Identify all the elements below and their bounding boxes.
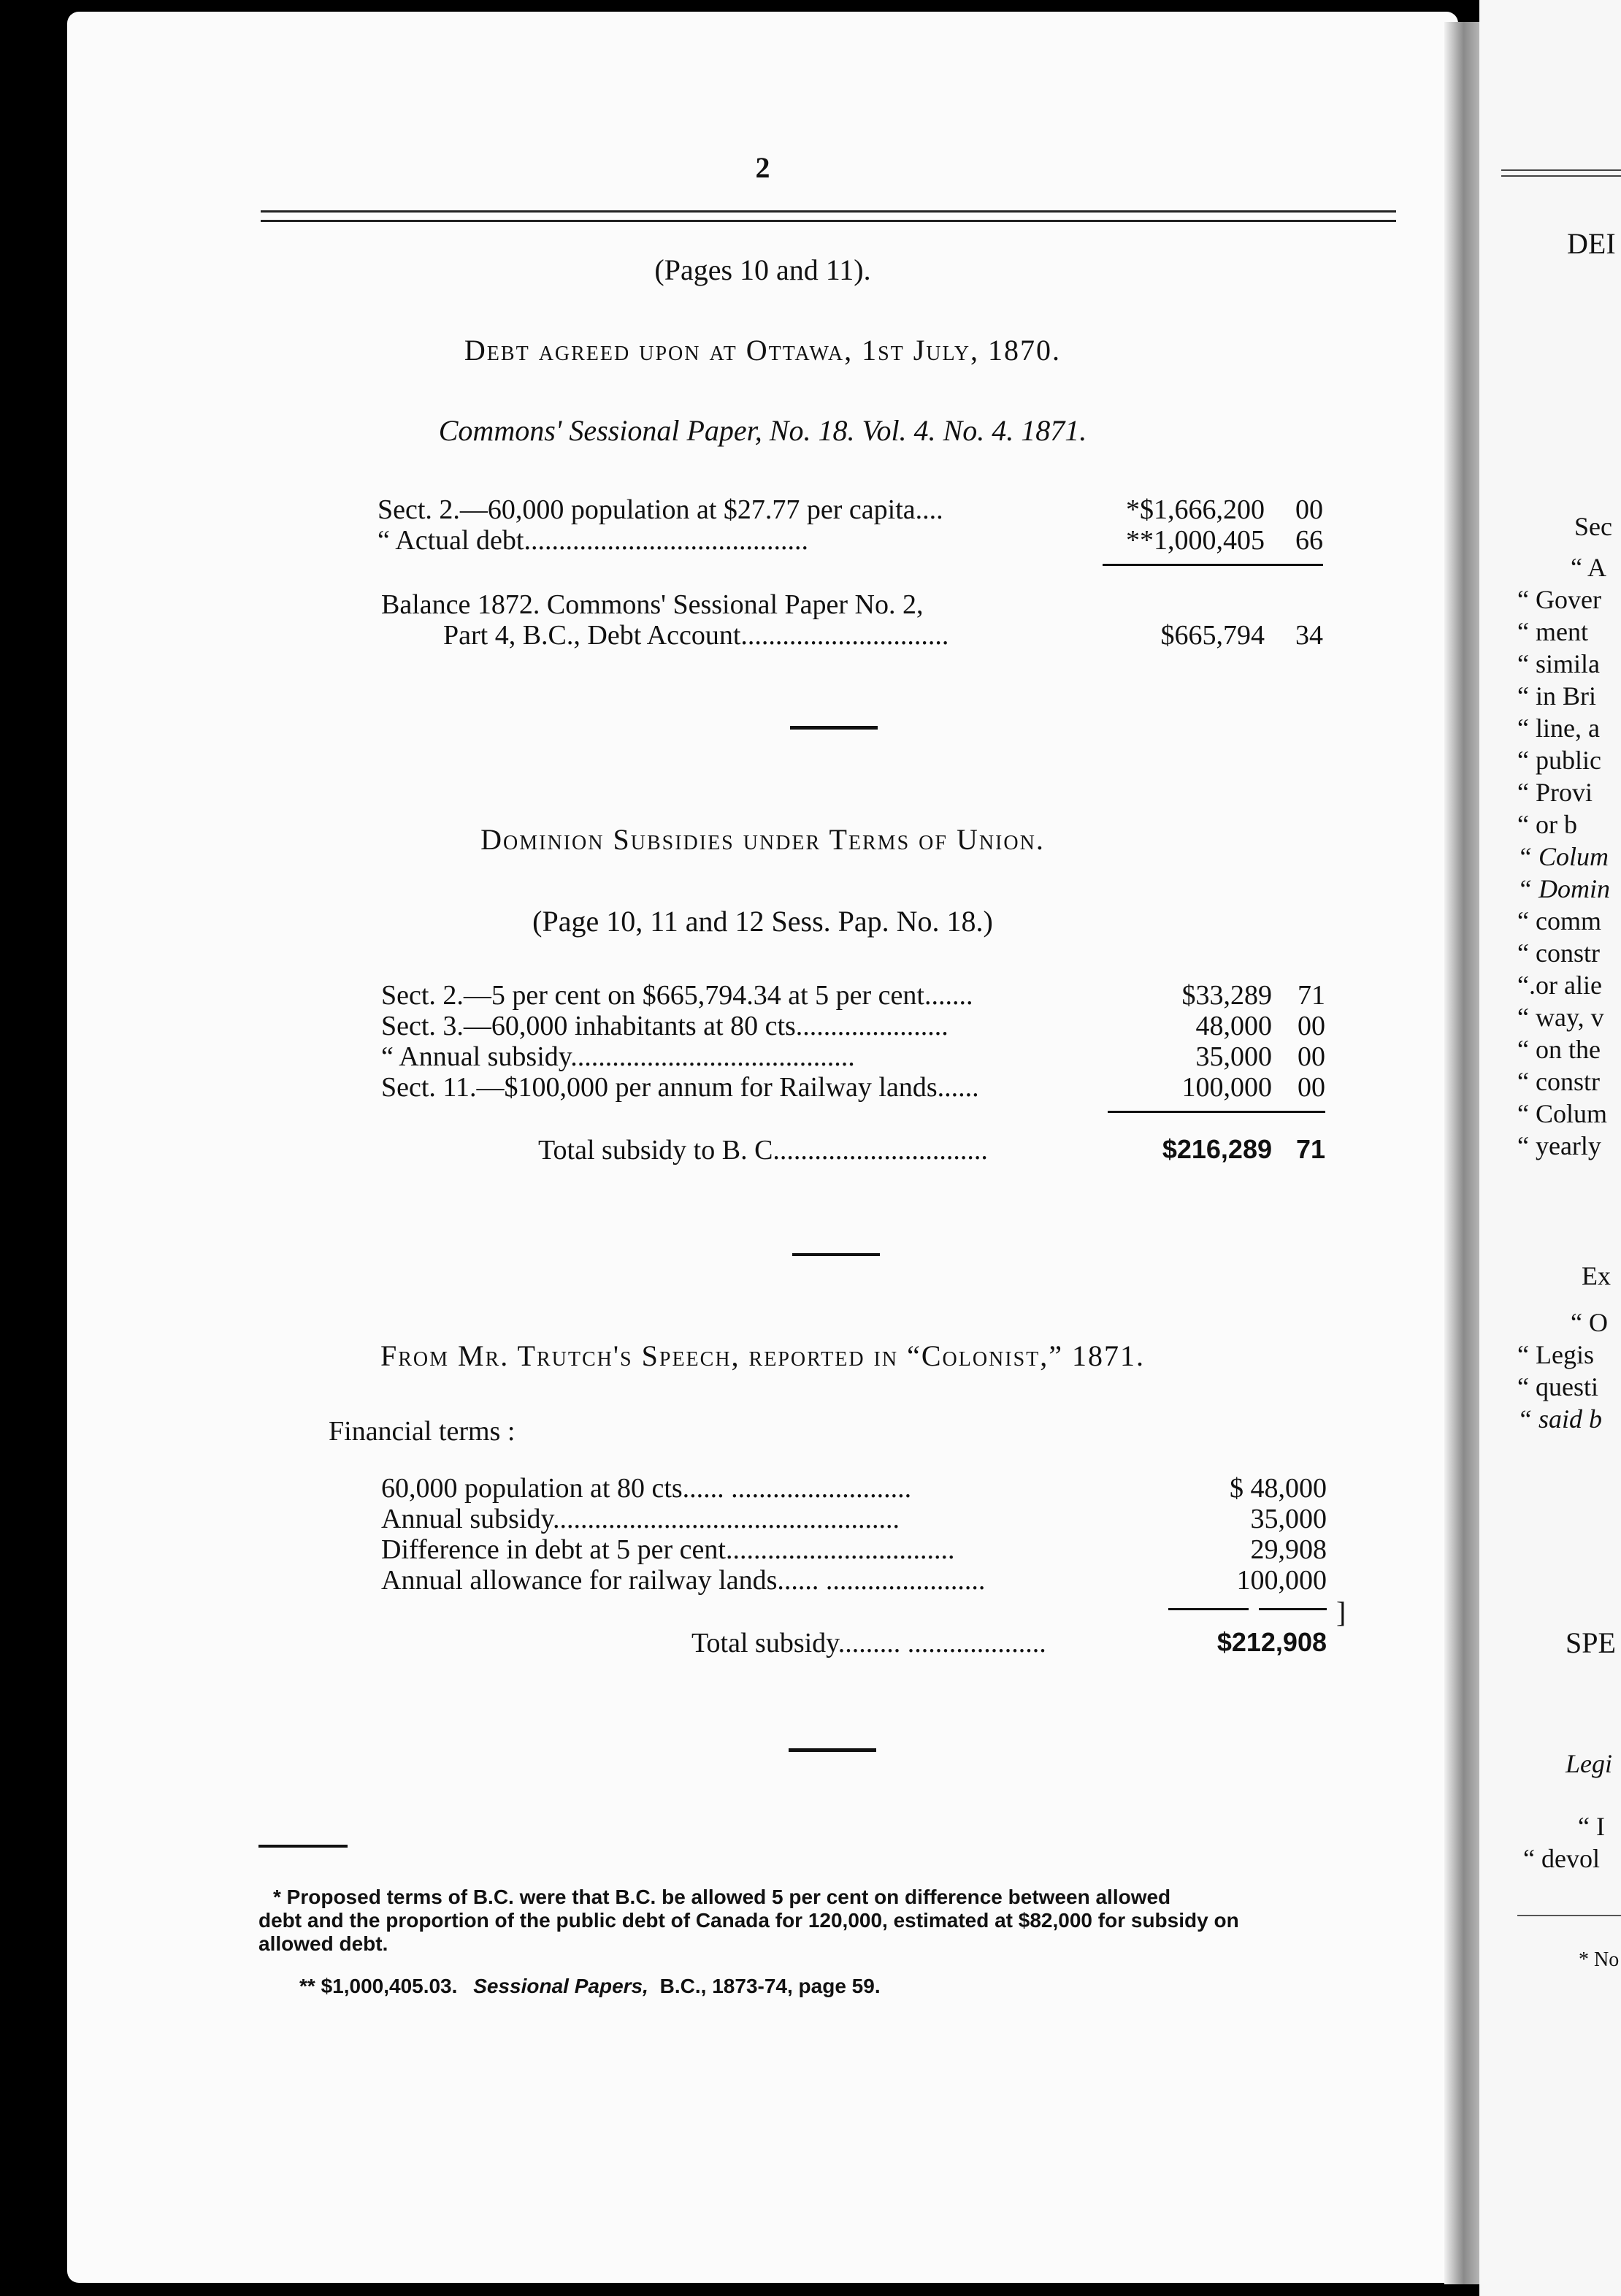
section3-total-amount: $212,908	[1216, 1627, 1327, 1657]
section1-balance-line1: Balance 1872. Commons' Sessional Paper No. 2,	[381, 589, 924, 620]
facing-footnote-rule	[1517, 1915, 1621, 1916]
section3-row-4-label: Annual allowance for railway lands...... .......................	[381, 1565, 986, 1596]
section3-row-1-label: 60,000 population at 80 cts...... ..........................	[381, 1473, 912, 1504]
facing-line-7: “ public	[1517, 746, 1601, 775]
facing-line-13: “ constr	[1517, 938, 1600, 968]
facing-line-3: “ ment	[1517, 617, 1588, 646]
section3-row-1-amount: $ 48,000	[1230, 1473, 1327, 1504]
book-gutter	[1444, 22, 1479, 2284]
bracket-mark: ]	[1336, 1596, 1346, 1629]
section1-title: Debt agreed upon at Ottawa, 1st July, 1870.	[464, 334, 1062, 367]
facing-line-1: “ A	[1571, 553, 1606, 582]
section2-total-label: Total subsidy to B. C...............................	[538, 1135, 988, 1166]
section2-row-2-cents: 00	[1298, 1011, 1325, 1041]
facing-heading: DEI	[1567, 227, 1616, 260]
section1-row-1-label: Sect. 2.—60,000 population at $27.77 per capita....	[378, 494, 943, 525]
facing-spe: SPE	[1566, 1626, 1616, 1659]
section3-row-3-label: Difference in debt at 5 per cent.................................	[381, 1534, 955, 1565]
section2-title: Dominion Subsidies under Terms of Union.	[480, 823, 1045, 856]
section2-row-1-label: Sect. 2.—5 per cent on $665,794.34 at 5 per cent.......	[381, 980, 973, 1011]
section1-row-2-amount: **1,000,405	[1126, 525, 1265, 556]
facing-line3-2: “ devol	[1523, 1844, 1600, 1873]
section3-sum-rule-left	[1168, 1608, 1249, 1610]
facing-line3-1: “ I	[1578, 1812, 1605, 1841]
section2-row-4-amount: 100,000	[1181, 1072, 1272, 1103]
footnote-1-line-1: * Proposed terms of B.C. were that B.C. be allowed 5 per cent on difference between allowed	[273, 1886, 1171, 1908]
facing-line-16: “ on the	[1517, 1035, 1601, 1064]
section3-total-label: Total subsidy......... ....................	[691, 1628, 1046, 1658]
facing-legi: Legi	[1566, 1749, 1613, 1778]
section2-row-4-label: Sect. 11.—$100,000 per annum for Railway lands......	[381, 1072, 979, 1103]
facing-line-5: “ in Bri	[1517, 681, 1596, 711]
section1-row-1-amount: *$1,666,200	[1126, 494, 1265, 525]
footnote-2-amount: ** $1,000,405.03.	[299, 1975, 458, 1997]
facing-line-4: “ simila	[1517, 649, 1600, 678]
section1-pages: (Pages 10 and 11).	[654, 253, 871, 286]
section2-row-2-label: Sect. 3.—60,000 inhabitants at 80 cts......................	[381, 1011, 949, 1041]
section3-row-3-amount: 29,908	[1250, 1534, 1327, 1565]
section3-intro: Financial terms :	[329, 1416, 516, 1447]
facing-ex: Ex	[1582, 1261, 1611, 1290]
section-divider-1	[790, 726, 878, 730]
page-number: 2	[755, 151, 770, 184]
section3-sum-rule-right	[1259, 1608, 1327, 1610]
section2-row-2-amount: 48,000	[1195, 1011, 1272, 1041]
footnote-1-line-2: debt and the proportion of the public debt of Canada for 120,000, estimated at $82,000 for subsidy on	[258, 1909, 1239, 1932]
section2-total-amount: $216,289	[1162, 1134, 1272, 1164]
document-page	[67, 12, 1458, 2283]
section3-row-4-amount: 100,000	[1236, 1565, 1327, 1596]
section-divider-3	[789, 1748, 876, 1752]
section1-sum-rule	[1103, 564, 1323, 566]
facing-page	[1479, 0, 1621, 2296]
facing-line-12: “ comm	[1517, 906, 1601, 935]
section2-row-4-cents: 00	[1298, 1072, 1325, 1103]
facing-line-8: “ Provi	[1517, 778, 1593, 807]
facing-line-15: “ way, v	[1517, 1003, 1604, 1032]
footnote-2-source: Sessional Papers,	[473, 1975, 648, 1997]
section1-row-2-label: “ Actual debt.........................................	[378, 525, 808, 556]
section1-source: Commons' Sessional Paper, No. 18. Vol. 4. No. 4. 1871.	[438, 414, 1087, 447]
facing-line2-2: “ Legis	[1517, 1340, 1594, 1369]
facing-line-9: “ or b	[1517, 810, 1577, 839]
facing-line-18: “ Colum	[1517, 1099, 1607, 1128]
section1-balance-cents: 34	[1295, 620, 1323, 651]
facing-header-rule	[1501, 169, 1621, 177]
section2-row-1-amount: $33,289	[1181, 980, 1272, 1011]
footnote-2	[299, 1975, 881, 1998]
facing-line2-4: “ said b	[1517, 1404, 1603, 1434]
section1-row-1-cents: 00	[1295, 494, 1323, 525]
section3-title: From Mr. Trutch's Speech, reported in “Colonist,” 1871.	[380, 1339, 1146, 1372]
facing-sec: Sec	[1574, 512, 1612, 541]
facing-note: * No	[1579, 1948, 1620, 1971]
header-double-rule	[261, 210, 1396, 222]
facing-line-10: “ Colum	[1517, 842, 1609, 871]
section2-row-1-cents: 71	[1298, 980, 1325, 1011]
section3-row-2-amount: 35,000	[1250, 1504, 1327, 1534]
section2-sum-rule	[1108, 1111, 1325, 1113]
section2-row-3-amount: 35,000	[1195, 1041, 1272, 1072]
footnote-2-rest: B.C., 1873-74, page 59.	[659, 1975, 881, 1997]
section1-balance-amount: $665,794	[1160, 620, 1265, 651]
footnote-rule	[258, 1845, 348, 1848]
section2-row-3-cents: 00	[1298, 1041, 1325, 1072]
facing-line-2: “ Gover	[1517, 585, 1601, 614]
facing-line-19: “ yearly	[1517, 1131, 1601, 1160]
facing-line2-3: “ questi	[1517, 1372, 1598, 1401]
section2-source: (Page 10, 11 and 12 Sess. Pap. No. 18.)	[532, 905, 993, 938]
section-divider-2	[792, 1253, 880, 1256]
footnote-1-line-3: allowed debt.	[258, 1932, 388, 1955]
facing-line-6: “ line, a	[1517, 713, 1600, 743]
facing-line-14: “.or alie	[1517, 971, 1602, 1000]
section1-balance-line2: Part 4, B.C., Debt Account..............................	[443, 620, 949, 651]
facing-line2-1: “ O	[1571, 1308, 1608, 1337]
section2-row-3-label: “ Annual subsidy.........................................	[381, 1041, 855, 1072]
section2-total-cents: 71	[1295, 1134, 1325, 1164]
section3-row-2-label: Annual subsidy..................................................	[381, 1504, 900, 1534]
section1-row-2-cents: 66	[1295, 525, 1323, 556]
facing-line-11: “ Domin	[1517, 874, 1611, 903]
facing-line-17: “ constr	[1517, 1067, 1600, 1096]
